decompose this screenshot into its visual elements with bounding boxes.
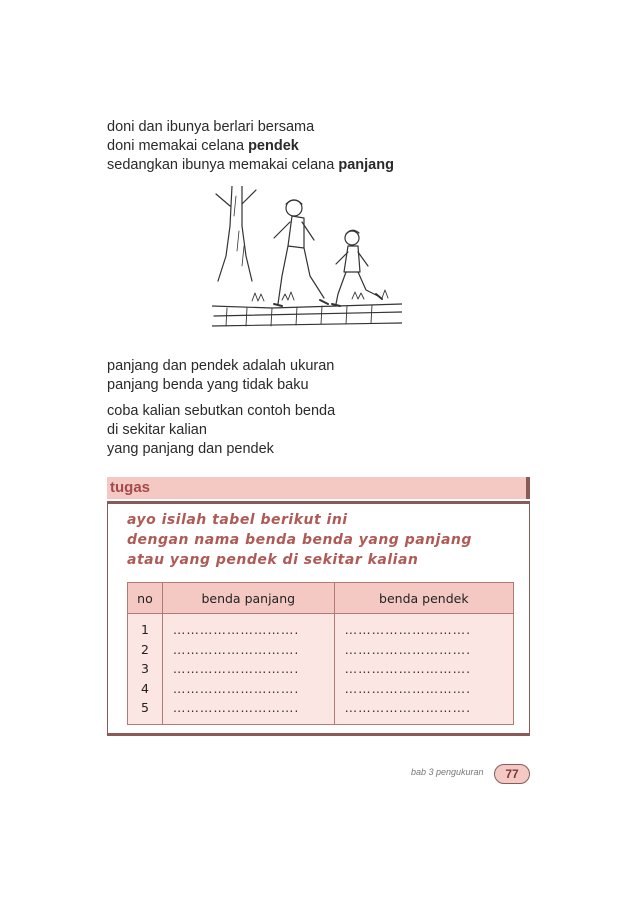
task-instructions — [127, 510, 472, 570]
chapter-label: bab 3 pengukuran — [411, 767, 484, 777]
fill-blank-panjang[interactable]: ………………………. — [172, 622, 300, 637]
story-line-1: doni dan ibunya berlari bersama — [107, 119, 315, 135]
word-pendek: pendek — [248, 138, 299, 154]
para2-line-2: di sekitar kalian — [107, 422, 207, 438]
fill-blank-panjang[interactable]: ………………………. — [172, 680, 300, 696]
paragraph-ukuran — [107, 357, 334, 395]
fill-blank-panjang[interactable]: ………………………. — [172, 641, 300, 657]
row-number: 5 — [140, 700, 149, 715]
row-number: 1 — [140, 622, 149, 637]
task-title: tugas — [110, 479, 151, 496]
para1-line-2: panjang benda yang tidak baku — [107, 377, 309, 393]
fill-blank-pendek[interactable]: ………………………. — [344, 622, 472, 637]
table-header-row — [128, 583, 514, 614]
page-number: 77 — [505, 767, 519, 781]
page-number-badge — [494, 764, 530, 784]
para1-line-1: panjang dan pendek adalah ukuran — [107, 358, 335, 374]
para2-line-3: yang panjang dan pendek — [107, 441, 274, 457]
row-number: 2 — [140, 641, 149, 657]
column-benda-panjang — [162, 614, 334, 725]
running-illustration — [212, 186, 402, 346]
instruction-line-1: ayo isilah tabel berikut ini — [127, 512, 348, 528]
story-text — [107, 118, 394, 175]
column-benda-pendek — [334, 614, 513, 725]
row-number: 3 — [140, 661, 149, 676]
story-line-2: doni memakai celana pendek — [107, 138, 299, 154]
column-no — [128, 614, 163, 725]
fill-blank-pendek[interactable]: ………………………. — [344, 661, 472, 676]
word-panjang: panjang — [338, 157, 394, 173]
paragraph-contoh — [107, 402, 335, 459]
fill-blank-pendek[interactable]: ………………………. — [344, 700, 472, 715]
instruction-line-3: atau yang pendek di sekitar kalian — [127, 552, 419, 568]
row-number: 4 — [140, 680, 149, 696]
fill-blank-pendek[interactable]: ………………………. — [344, 680, 472, 696]
instruction-line-2: dengan nama benda benda yang panjang — [127, 532, 472, 548]
task-table — [127, 582, 514, 725]
fill-blank-panjang[interactable]: ………………………. — [172, 661, 300, 676]
table-body-row — [128, 614, 514, 725]
fill-blank-panjang[interactable]: ………………………. — [172, 700, 300, 715]
header-benda-panjang: benda panjang — [162, 583, 334, 614]
para2-line-1: coba kalian sebutkan contoh benda — [107, 403, 336, 419]
header-benda-pendek: benda pendek — [334, 583, 513, 614]
header-no: no — [128, 583, 163, 614]
task-header-bar — [107, 477, 530, 499]
story-line-3: sedangkan ibunya memakai celana panjang — [107, 157, 394, 173]
fill-blank-pendek[interactable]: ………………………. — [344, 641, 472, 657]
